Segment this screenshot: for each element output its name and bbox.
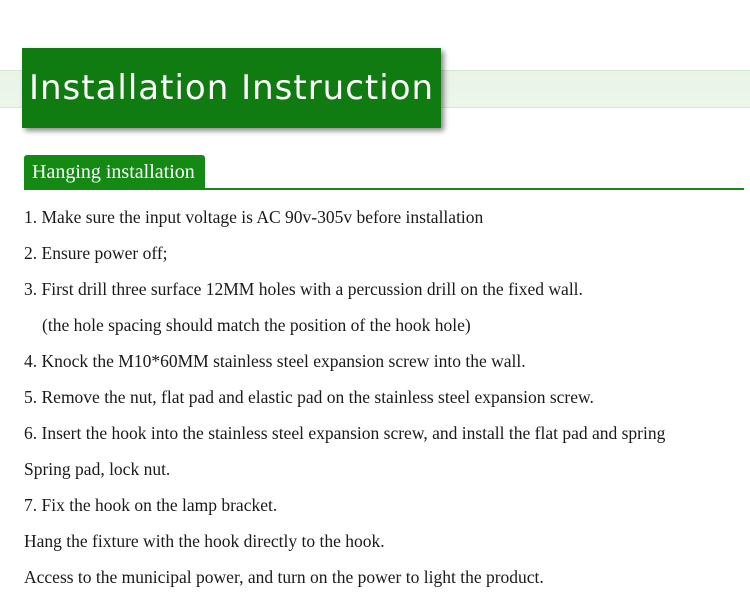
instruction-step: 7. Fix the hook on the lamp bracket.: [24, 495, 278, 515]
instruction-step: Spring pad, lock nut.: [24, 459, 171, 479]
title-banner: [22, 48, 441, 128]
instruction-note: (the hole spacing should match the position of the hook hole): [42, 315, 471, 335]
instruction-step: 2. Ensure power off;: [24, 243, 168, 263]
section-title: Hanging installation: [32, 160, 195, 183]
instruction-step: 5. Remove the nut, flat pad and elastic pad on the stainless steel expansion screw.: [24, 387, 594, 407]
instruction-step: 4. Knock the M10*60MM stainless steel expansion screw into the wall.: [24, 351, 526, 371]
instruction-step: Hang the fixture with the hook directly to the hook.: [24, 531, 385, 551]
instruction-step: 1. Make sure the input voltage is AC 90v-305v before installation: [24, 207, 484, 227]
section-divider: [24, 188, 744, 190]
page-title: Installation Instruction: [28, 68, 435, 108]
instruction-list: [24, 200, 750, 596]
instruction-step: Access to the municipal power, and turn on the power to light the product.: [24, 567, 544, 587]
instruction-step: 6. Insert the hook into the stainless steel expansion screw, and install the flat pad and spring: [24, 423, 666, 443]
section-tag: [24, 155, 205, 189]
instruction-step: 3. First drill three surface 12MM holes with a percussion drill on the fixed wall.: [24, 279, 583, 299]
